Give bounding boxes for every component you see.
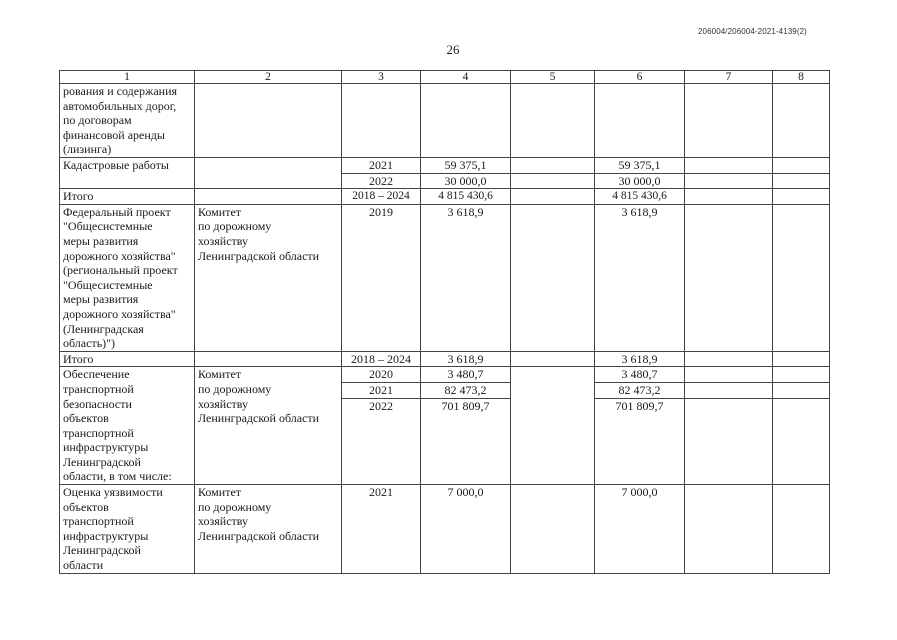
empty-cell	[511, 351, 595, 367]
column-header: 7	[685, 71, 773, 84]
empty-cell	[685, 173, 773, 189]
amount-regional-cell: 3 480,7	[595, 367, 685, 383]
activity-name-cell: Обеспечение транспортной безопасности объектов транспортной инфраструктуры Ленинградской области, в том числе:	[60, 367, 195, 485]
table-row	[60, 367, 830, 383]
amount-total-cell	[421, 84, 511, 158]
empty-cell	[685, 158, 773, 174]
period-cell: 2018 – 2024	[342, 351, 421, 367]
empty-cell	[773, 485, 830, 574]
empty-cell	[511, 84, 595, 158]
total-label-cell: Итого	[60, 351, 195, 367]
empty-cell	[773, 398, 830, 484]
amount-total-cell: 3 618,9	[421, 351, 511, 367]
year-cell: 2021	[342, 382, 421, 398]
amount-regional-cell: 4 815 430,6	[595, 189, 685, 205]
activity-name-cell: Кадастровые работы	[60, 158, 195, 189]
empty-cell	[511, 367, 595, 485]
empty-cell	[773, 382, 830, 398]
year-cell: 2021	[342, 485, 421, 574]
amount-total-cell: 3 480,7	[421, 367, 511, 383]
year-cell	[342, 84, 421, 158]
year-cell: 2022	[342, 398, 421, 484]
empty-cell	[685, 351, 773, 367]
amount-regional-cell: 7 000,0	[595, 485, 685, 574]
empty-cell	[685, 382, 773, 398]
empty-cell	[773, 189, 830, 205]
column-header: 5	[511, 71, 595, 84]
empty-cell	[685, 485, 773, 574]
table-row	[60, 84, 830, 158]
activity-name-cell: Федеральный проект "Общесистемные меры развития дорожного хозяйства" (региональный проект "Общесистемные меры развития дорожного хозяйства" (Ленинградская область)")	[60, 204, 195, 351]
year-cell: 2022	[342, 173, 421, 189]
empty-cell	[511, 485, 595, 574]
amount-total-cell: 701 809,7	[421, 398, 511, 484]
empty-cell	[685, 367, 773, 383]
empty-cell	[773, 173, 830, 189]
amount-total-cell: 59 375,1	[421, 158, 511, 174]
year-cell: 2021	[342, 158, 421, 174]
executor-cell	[195, 84, 342, 158]
table-row-total	[60, 189, 830, 205]
empty-cell	[685, 398, 773, 484]
amount-regional-cell: 30 000,0	[595, 173, 685, 189]
empty-cell	[685, 189, 773, 205]
year-cell: 2019	[342, 204, 421, 351]
document-id: 206004/206004-2021-4139(2)	[698, 27, 807, 36]
table-row	[60, 204, 830, 351]
empty-cell	[511, 189, 595, 205]
amount-regional-cell: 701 809,7	[595, 398, 685, 484]
column-header: 6	[595, 71, 685, 84]
amount-total-cell: 7 000,0	[421, 485, 511, 574]
empty-cell	[685, 204, 773, 351]
empty-cell	[685, 84, 773, 158]
empty-cell	[511, 158, 595, 174]
column-header: 2	[195, 71, 342, 84]
amount-total-cell: 30 000,0	[421, 173, 511, 189]
amount-regional-cell: 59 375,1	[595, 158, 685, 174]
executor-cell	[195, 158, 342, 189]
executor-cell: Комитет по дорожному хозяйству Ленинградской области	[195, 485, 342, 574]
amount-total-cell: 82 473,2	[421, 382, 511, 398]
year-cell: 2020	[342, 367, 421, 383]
page-number: 26	[446, 42, 460, 57]
column-header: 4	[421, 71, 511, 84]
executor-cell: Комитет по дорожному хозяйству Ленинградской области	[195, 204, 342, 351]
table-header-row	[60, 71, 830, 84]
empty-cell	[773, 351, 830, 367]
empty-cell	[511, 173, 595, 189]
empty-cell	[511, 204, 595, 351]
amount-total-cell: 3 618,9	[421, 204, 511, 351]
amount-regional-cell: 3 618,9	[595, 351, 685, 367]
total-label-cell: Итого	[60, 189, 195, 205]
empty-cell	[773, 367, 830, 383]
executor-cell	[195, 351, 342, 367]
budget-table	[59, 70, 830, 574]
table-row	[60, 158, 830, 174]
column-header: 8	[773, 71, 830, 84]
column-header: 1	[60, 71, 195, 84]
amount-regional-cell	[595, 84, 685, 158]
activity-name-cell: рования и содержания автомобильных дорог, по договорам финансовой аренды (лизинга)	[60, 84, 195, 158]
period-cell: 2018 – 2024	[342, 189, 421, 205]
empty-cell	[773, 84, 830, 158]
amount-total-cell: 4 815 430,6	[421, 189, 511, 205]
executor-cell	[195, 189, 342, 205]
empty-cell	[773, 158, 830, 174]
table-row	[60, 485, 830, 574]
executor-cell: Комитет по дорожному хозяйству Ленинградской области	[195, 367, 342, 485]
empty-cell	[773, 204, 830, 351]
table-row-total	[60, 351, 830, 367]
column-header: 3	[342, 71, 421, 84]
amount-regional-cell: 3 618,9	[595, 204, 685, 351]
activity-name-cell: Оценка уязвимости объектов транспортной инфраструктуры Ленинградской области	[60, 485, 195, 574]
amount-regional-cell: 82 473,2	[595, 382, 685, 398]
